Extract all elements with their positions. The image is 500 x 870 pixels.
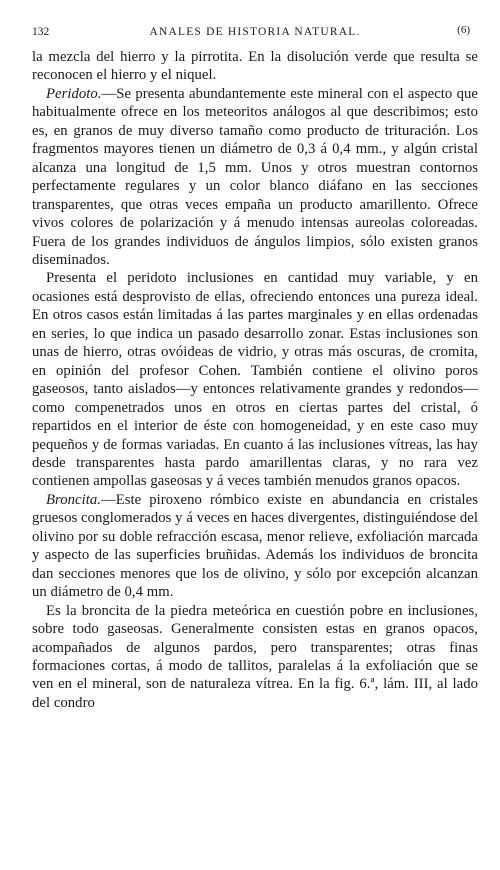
page-header — [32, 26, 478, 48]
paragraph-continuation: la mezcla del hierro y la pirrotita. En la disolución verde que resulta se reconocen el hierro y el niquel. — [32, 49, 478, 84]
section-lead-peridoto: Peridoto. — [46, 85, 102, 102]
paragraph-peridoto: Peridoto.—Se presenta abundantemente este mineral con el aspecto que habitualmente ofrece en los meteoritos análogos al que describimos; esto es, en granos de muy diverso tamaño como producto de trituración. Los fragmentos mayores tienen un diámetro de 0,3 á 0,4 mm., y algún cristal alcanza una longitud de 1,5 mm. Unos y otros muestran contornos perfectamente regulares y un color blanco diáfano en las secciones transparentes, que otras veces empaña un producto amarillento. Ofrece vivos colores de polarización y á menudo intensas aureolas coloreadas. Fuera de los grandes individuos de ángulos limpios, sólo existen granos diseminados. — [32, 85, 478, 268]
running-title: ANALES DE HISTORIA NATURAL. — [149, 26, 361, 38]
paragraph-peridoto-inclusions: Presenta el peridoto inclusiones en cantidad muy variable, y en ocasiones está desprovisto de ellas, ofreciendo entonces una pureza ideal. En otros casos están limitadas á las partes marginales y en ellas ordenadas en series, lo que indica un pasado desarrollo zonar. Estas inclusiones son unas de hierro, otras ovóideas de vidrio, y otras más oscuras, de cromita, en opinión del profesor Cohen. También contiene el olivino poros gaseosos, tanto aislados—y entonces relativamente grandes y redondos—como compenetrados unos en otros en ciertas partes del cristal, ó repartidos en el interior de éste con homogeneidad, y en este caso muy pequeños y de formas variadas. En cuanto á las inclusiones vítreas, las hay desde transparentes hasta pardo amarillentas claras, y no rara vez contienen ampollas gaseosas y á veces también menudos granos opacos. — [32, 270, 478, 490]
paragraph-broncita-inclusions: Es la broncita de la piedra meteórica en cuestión pobre en inclusiones, sobre todo gaseosas. Generalmente consisten estas en granos opacos, acompañados de algunos pardos, pero transparentes; otras finas formaciones cortas, á modo de tallitos, paralelas á la exfoliación que se ven en el mineral, son de naturaleza vítrea. En la fig. 6.ª, lám. III, al lado del condro — [32, 602, 478, 711]
journal-page — [32, 26, 478, 712]
paragraph-broncita: Broncita.—Este piroxeno rómbico existe en abundancia en cristales gruesos conglomerados y á veces en haces divergentes, distinguiéndose del olivino por su doble refracción escasa, menor relieve, exfoliación marcada y aspecto de las superficies bruñidas. Además los individuos de broncita dan secciones menores que los de olivino, y sólo por excepción alcanzan un diámetro de 0,4 mm. — [32, 491, 478, 601]
article-body — [32, 48, 478, 712]
section-lead-broncita: Broncita. — [46, 491, 101, 508]
page-number: 132 — [32, 26, 50, 38]
signature-mark: (6) — [457, 24, 470, 36]
